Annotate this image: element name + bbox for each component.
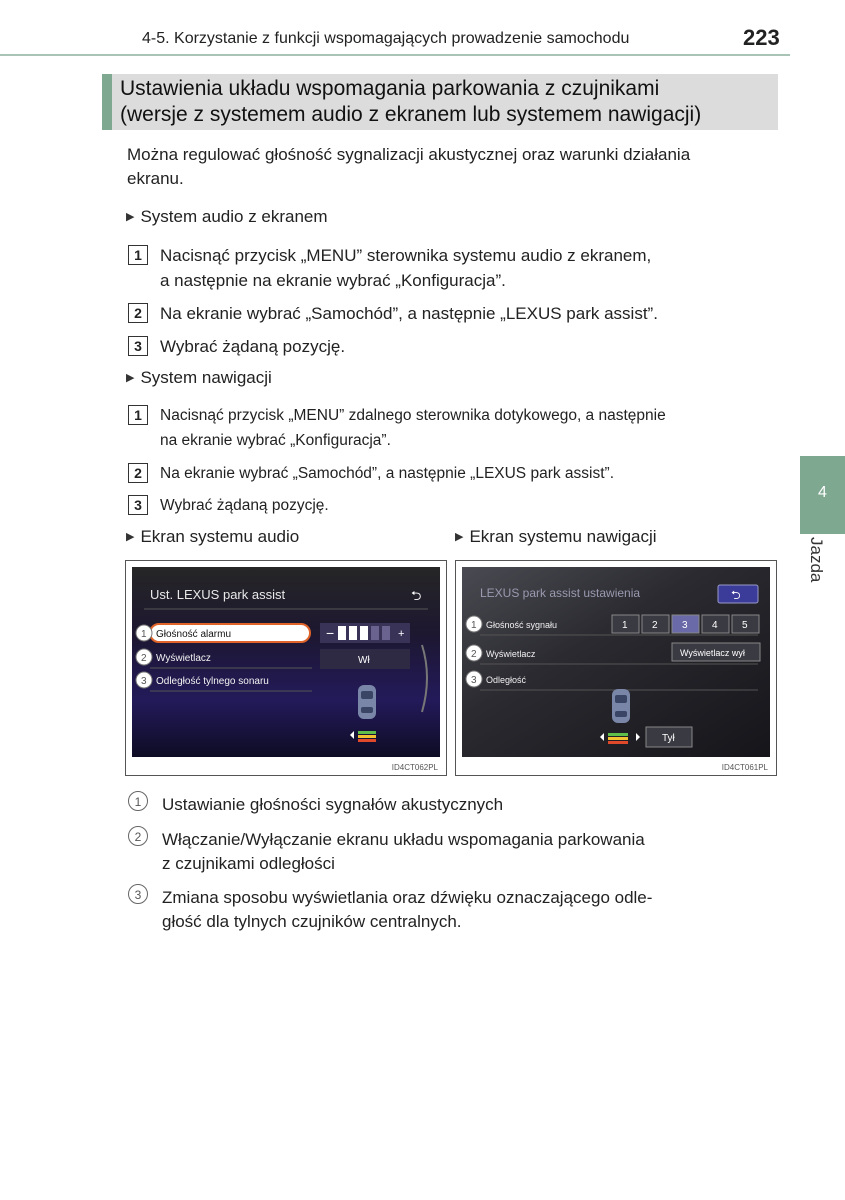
volume-option-label: 4 (712, 620, 718, 631)
volume-segment (382, 626, 390, 640)
legend-text (162, 886, 778, 934)
image-id: ID4CT062PL (391, 763, 438, 772)
legend-text: Ustawianie głośności sygnałów akustycznych (162, 795, 504, 814)
legend-text-line2: z czujnikami odległości (162, 854, 335, 873)
callout-3-label: 3 (471, 675, 477, 686)
back-icon[interactable]: ⮌ (411, 588, 422, 603)
menu-item-label[interactable]: Odległość tylnego sonaru (156, 676, 269, 687)
step-text: Na ekranie wybrać „Samochód”, a następnie „LEXUS park assist”. (160, 304, 658, 323)
volume-plus-button[interactable]: + (398, 628, 405, 640)
triangle-bullet-icon: ▶ (455, 531, 464, 543)
audio-screen-graphic (132, 567, 440, 757)
callout-2-label: 2 (471, 649, 477, 660)
volume-option-label: 2 (652, 620, 658, 631)
car-windshield (361, 691, 373, 699)
callout-3-label: 3 (141, 676, 147, 687)
step-text-line2: na ekranie wybrać „Konfiguracja”. (160, 432, 391, 449)
step-text: Wybrać żądaną pozycję. (160, 497, 329, 514)
menu-item-label[interactable]: Wyświetlacz (156, 653, 211, 664)
step-text: Na ekranie wybrać „Samochód”, a następnie „LEXUS park assist”. (160, 465, 615, 482)
step-text-line1: Nacisnąć przycisk „MENU” sterownika systemu audio z ekranem, (160, 246, 652, 265)
sensor-bar-green (358, 731, 376, 734)
navi-bullet (126, 366, 272, 390)
page-number: 223 (743, 25, 780, 50)
volume-option-label: 5 (742, 620, 748, 631)
car-body-icon (358, 685, 376, 719)
navi-screen-caption-label: Ekran systemu nawigacji (469, 527, 657, 546)
chapter-title: 4-5. Korzystanie z funkcji wspomagających prowadzenie samochodu (142, 30, 630, 47)
step-number: 3 (128, 495, 148, 515)
audio-screen-caption (126, 525, 299, 549)
sensor-bar-green (608, 733, 628, 736)
volume-segment (349, 626, 357, 640)
screen-title: Ust. LEXUS park assist (150, 587, 286, 602)
intro-paragraph (127, 143, 777, 191)
step-number: 1 (128, 245, 148, 265)
volume-minus-button[interactable]: − (326, 625, 335, 641)
audio-bullet (126, 205, 328, 229)
chapter-tab-number: 4 (818, 484, 827, 501)
legend-text (162, 828, 778, 876)
section-heading-line2: (wersje z systemem audio z ekranem lub systemem nawigacji) (120, 103, 702, 126)
intro-line2: ekranu. (127, 169, 184, 188)
car-windshield (615, 695, 627, 703)
section-heading (120, 76, 780, 128)
sensor-bar-yellow (358, 735, 376, 738)
navi-screen-frame (455, 560, 777, 776)
sensor-bar-red (358, 739, 376, 742)
step-number: 3 (128, 336, 148, 356)
audio-screen-frame (125, 560, 447, 776)
intro-line1: Można regulować głośność sygnalizacji akustycznej oraz warunki działania (127, 145, 691, 164)
volume-option-group (612, 615, 759, 633)
step-text-line2: a następnie na ekranie wybrać „Konfiguracja”. (160, 271, 506, 290)
triangle-bullet-icon: ▶ (126, 531, 135, 543)
sensor-bar-yellow (608, 737, 628, 740)
distance-mode-button-label: Tył (662, 733, 675, 744)
car-rear-window (361, 707, 373, 713)
audio-screen-caption-label: Ekran systemu audio (140, 527, 300, 546)
menu-item-label: Odległość (486, 675, 527, 685)
triangle-bullet-icon: ▶ (126, 372, 135, 384)
step-text: Wybrać żądaną pozycję. (160, 337, 346, 356)
volume-segment (338, 626, 346, 640)
audio-bullet-label: System audio z ekranem (140, 207, 328, 226)
legend-text-line2: głość dla tylnych czujników centralnych. (162, 912, 462, 931)
step-number: 2 (128, 303, 148, 323)
callout-2-label: 2 (141, 653, 147, 664)
step-number: 1 (128, 405, 148, 425)
legend-number: 2 (128, 826, 148, 846)
triangle-bullet-icon: ▶ (126, 211, 135, 223)
volume-segment (360, 626, 368, 640)
callout-1-label: 1 (141, 629, 147, 640)
volume-level-segments (338, 626, 390, 640)
volume-option-label: 3 (682, 620, 688, 631)
step-text-line1: Nacisnąć przycisk „MENU” zdalnego sterownika dotykowego, a następnie (160, 407, 666, 424)
display-toggle-value: Wł (358, 655, 370, 666)
callout-1-label: 1 (471, 620, 477, 631)
car-body-icon (612, 689, 630, 723)
car-rear-window (615, 711, 627, 717)
legend-number: 3 (128, 884, 148, 904)
section-heading-bar (102, 74, 112, 130)
legend-text-line1: Zmiana sposobu wyświetlania oraz dźwięku oznaczającego odle- (162, 888, 653, 907)
legend-number: 1 (128, 791, 148, 811)
section-heading-line1: Ustawienia układu wspomagania parkowania z czujnikami (120, 77, 660, 100)
display-off-button-label: Wyświetlacz wył (680, 648, 745, 658)
image-id: ID4CT061PL (721, 763, 768, 772)
sensor-bar-red (608, 741, 628, 744)
volume-option-label: 1 (622, 620, 628, 631)
chapter-tab-label: Jazda (807, 537, 826, 583)
menu-item-label: Głośność sygnału (486, 620, 558, 630)
navi-screen (462, 567, 770, 757)
menu-item-label: Głośność alarmu (156, 629, 232, 640)
back-icon: ⮌ (731, 588, 741, 602)
menu-item-label: Wyświetlacz (486, 649, 536, 659)
navi-screen-caption (455, 525, 657, 549)
navi-screen-graphic (462, 567, 770, 757)
screen-title: LEXUS park assist ustawienia (480, 586, 641, 600)
chapter-tab-label-wrap (807, 537, 845, 583)
legend-text-line1: Włączanie/Wyłączanie ekranu układu wspomagania parkowania (162, 830, 645, 849)
step-text (160, 403, 778, 453)
header-rule (0, 54, 790, 56)
volume-segment (371, 626, 379, 640)
navi-bullet-label: System nawigacji (140, 368, 272, 387)
audio-screen (132, 567, 440, 757)
step-text (160, 243, 778, 293)
step-number: 2 (128, 463, 148, 483)
